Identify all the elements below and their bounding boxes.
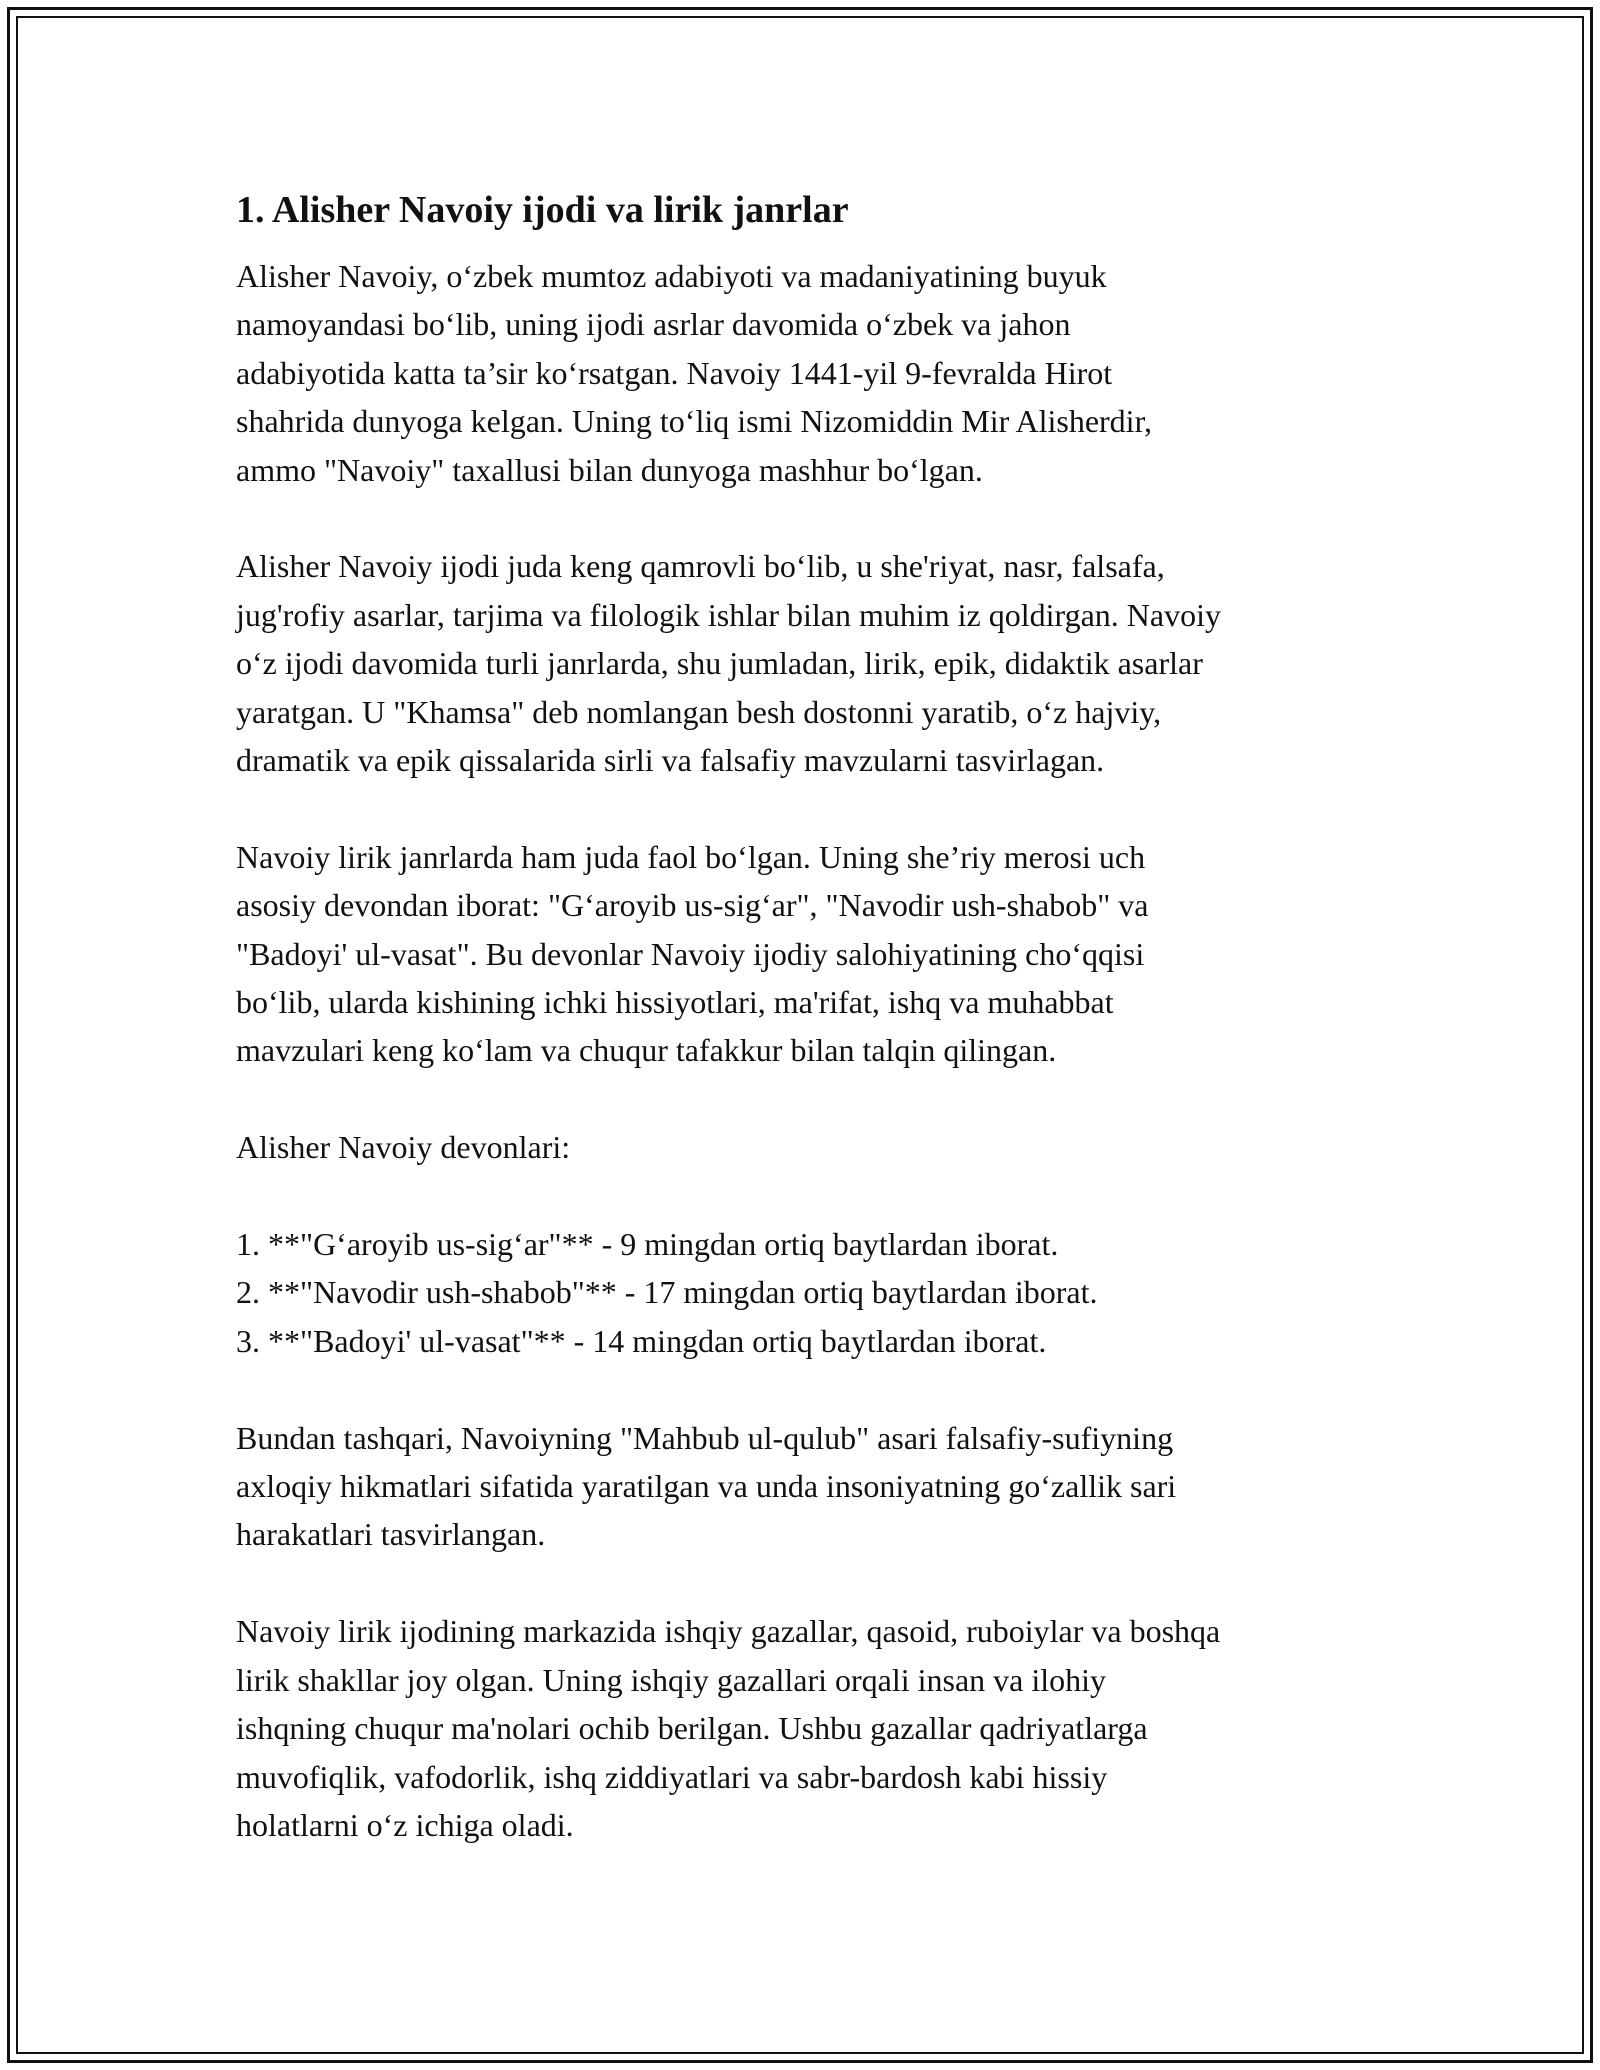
paragraph-scope: Alisher Navoiy ijodi juda keng qamrovli bo‘lib, u she'riyat, nasr, falsafa, jug'rofiy asarlar, tarjima va filologik ishlar bilan muhim iz qoldirgan. Navoiy o‘z ijodi davomida turli janrlarda, shu jumladan, lirik, epik, didaktik asarlar yaratgan. U "Khamsa" deb nomlangan besh dostonni yaratib, o‘z hajviy, dramatik va epik qissalarida sirli va falsafiy mavzularni tasvirlagan. bbox=[236, 548, 1221, 779]
paragraph-devons-heading: Alisher Navoiy devonlari: bbox=[236, 1129, 571, 1166]
paragraph-mahbub: Bundan tashqari, Navoiyning "Mahbub ul-qulub" asari falsafiy-sufiyning axloqiy hikmatlari sifatida yaratilgan va unda insoniyatning go‘zallik sari harakatlari tasvirlangan. bbox=[236, 1419, 1177, 1553]
devon-list-item: 3. **"Badoyi' ul-vasat"** - 14 mingdan ortiq baytlardan iborat. bbox=[236, 1322, 1047, 1359]
paragraph-lyric: Navoiy lirik janrlarda ham juda faol bo‘lgan. Uning she’riy merosi uch asosiy devondan iborat: "G‘aroyib us-sig‘ar", "Navodir ush-shabob" va "Badoyi' ul-vasat". Bu devonlar Navoiy ijodiy salohiyatining cho‘qqisi bo‘lib, ularda kishining ichki hissiyotlari, ma'rifat, ishq va muhabbat mavzulari keng ko‘lam va chuqur tafakkur bilan talqin qilingan. bbox=[236, 838, 1149, 1069]
document-title: 1. Alisher Navoiy ijodi va lirik janrlar bbox=[236, 189, 849, 231]
devon-list bbox=[236, 1220, 1386, 1365]
paragraph-gazals: Navoiy lirik ijodining markazida ishqiy gazallar, qasoid, ruboiylar va boshqa lirik shakllar joy olgan. Uning ishqiy gazallari orqali insan va ilohiy ishqning chuqur ma'nolari ochib berilgan. Ushbu gazallar qadriyatlarga muvofiqlik, vafodorlik, ishq ziddiyatlari va sabr-bardosh kabi hissiy holatlarni o‘z ichiga oladi. bbox=[236, 1613, 1221, 1843]
devon-list-item: 1. **"G‘aroyib us-sig‘ar"** - 9 mingdan ortiq baytlardan iborat. bbox=[236, 1226, 1059, 1263]
paragraph-intro: Alisher Navoiy, o‘zbek mumtoz adabiyoti va madaniyatining buyuk namoyandasi bo‘lib, uning ijodi asrlar davomida o‘zbek va jahon adabiyotida katta ta’sir ko‘rsatgan. Navoiy 1441-yil 9-fevralda Hirot shahrida dunyoga kelgan. Uning to‘liq ismi Nizomiddin Mir Alisherdir, ammo "Navoiy" taxallusi bilan dunyoga mashhur bo‘lgan. bbox=[236, 258, 1152, 488]
devon-list-item: 2. **"Navodir ush-shabob"** - 17 mingdan ortiq baytlardan iborat. bbox=[236, 1274, 1098, 1311]
document-body bbox=[236, 186, 1386, 1898]
